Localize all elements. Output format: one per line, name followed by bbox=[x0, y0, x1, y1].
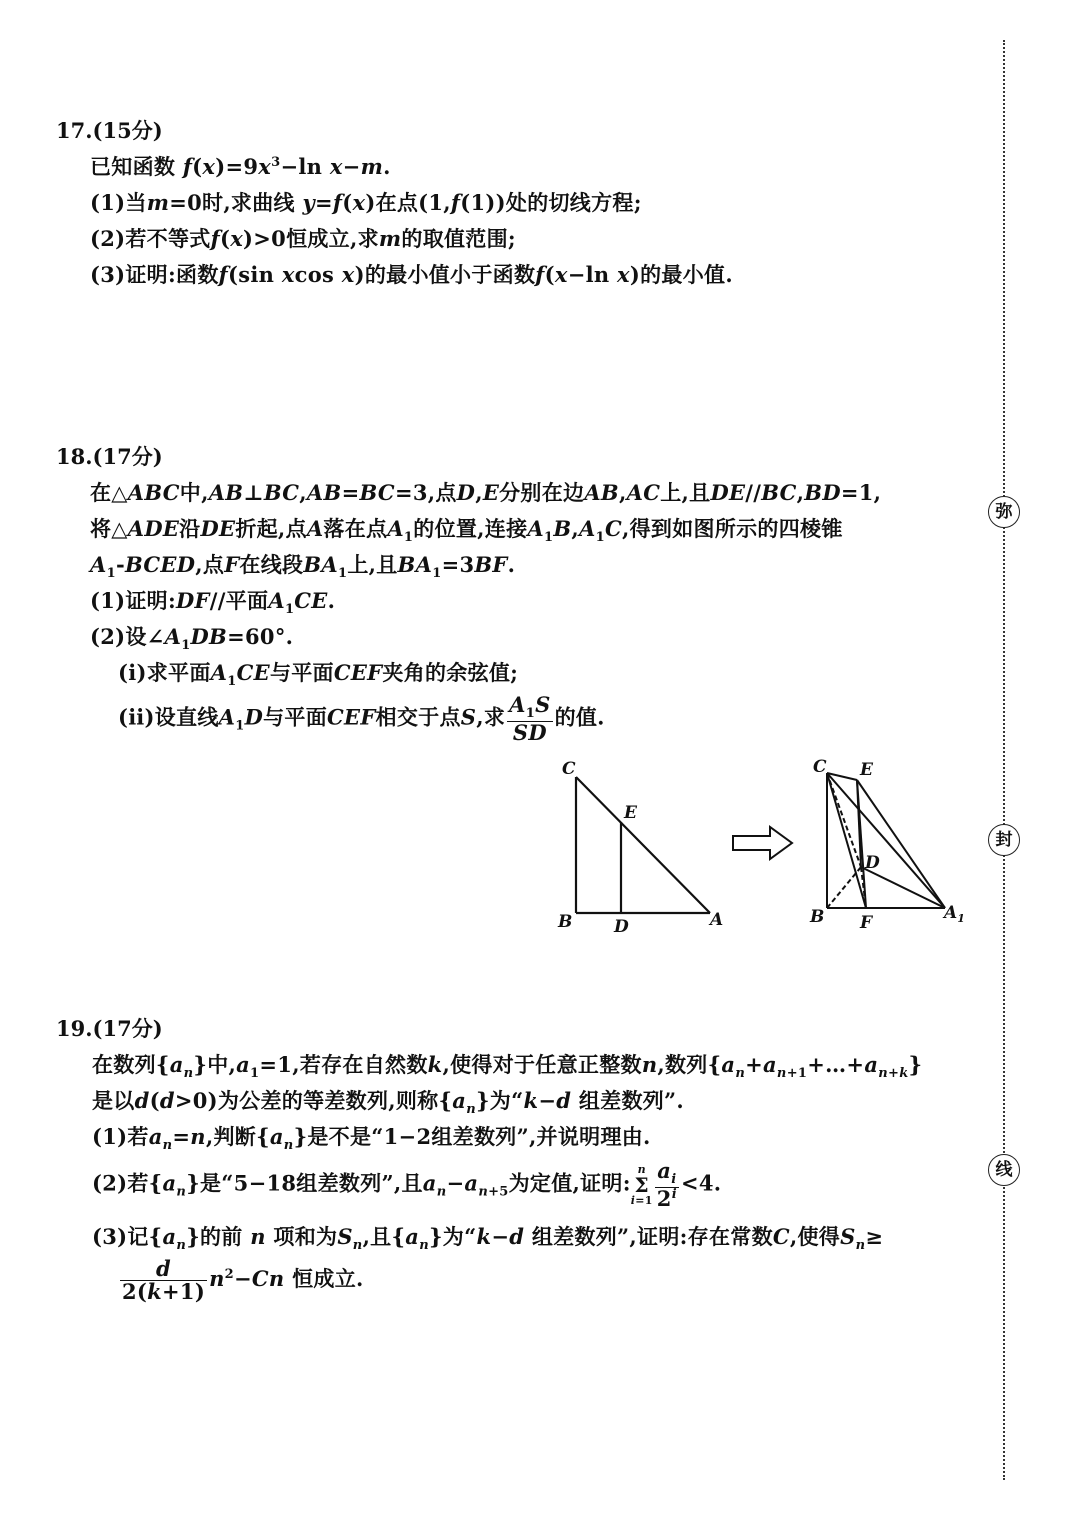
label-left-A: A bbox=[710, 910, 724, 930]
problem-17-heading: 17.(15分) bbox=[56, 118, 163, 143]
problem-19-part-1: (1)若$a_n=n$,判断$\{a_n\}$是不是“1−2组差数列”,并说明理由. bbox=[92, 1124, 651, 1154]
inequality-fraction: $\frac{d}{2(k+1)}$ bbox=[122, 1256, 206, 1305]
problem-19-stem-line-1: 在数列$\{a_n\}$中$,a_1=1$,若存在自然数k,使得对于任意正整数n,数列$\{a_n+a_{n+1}+\dots+a_{n+k}\}$ bbox=[92, 1052, 923, 1082]
problem-18-heading: 18.(17分) bbox=[56, 444, 163, 469]
problem-17-stem: 已知函数 $f(x)=9x^3-\ln$ x−m. bbox=[90, 154, 391, 179]
problem-18-part-2-ii: (ⅱ)设直线$A_1D$与平面CEF相交于点S,求 $\frac{A_1S}{SD}$ 的值. bbox=[118, 692, 605, 745]
problem-18-part-1: (1)证明:DF//平面$A_1CE$. bbox=[90, 588, 336, 618]
problem-19-heading: 19.(17分) bbox=[56, 1016, 163, 1041]
label-left-B: B bbox=[558, 912, 573, 932]
ratio-fraction: $\frac{A_1S}{SD}$ bbox=[509, 692, 551, 745]
problem-17-part-2: (2)若不等式f(x)>0恒成立,求m的取值范围; bbox=[90, 226, 516, 251]
summation-sign: n Σ i=1 bbox=[630, 1162, 653, 1207]
label-right-F: F bbox=[860, 913, 873, 933]
label-right-C: C bbox=[813, 757, 827, 777]
problem-17-part-1: (1)当m=0时,求曲线 y=f(x)在点(1,f(1))处的切线方程; bbox=[90, 190, 642, 215]
transform-arrow-icon bbox=[733, 827, 792, 859]
label-right-E: E bbox=[860, 760, 873, 780]
binding-dotted-line bbox=[1003, 40, 1005, 1480]
flat-triangle-diagram bbox=[576, 777, 710, 913]
pyramid-diagram bbox=[827, 773, 945, 908]
problem-19-part-2: (2)若$\{a_n\}$是“5−18组差数列”,且$a_n-a_{n+5}$为定值,证明: n Σ i=1 $\frac{a_i}{2^i}$ <4. bbox=[92, 1158, 722, 1211]
label-right-D: D bbox=[865, 853, 880, 873]
summation-fraction: $\frac{a_i}{2^i}$ bbox=[656, 1158, 677, 1211]
pyramid-figure bbox=[548, 755, 978, 945]
label-left-C: C bbox=[562, 759, 576, 779]
problem-18-stem-line-2: 将△ADE沿DE折起,点A落在点$A_1$的位置,连接$A_1B,A_1C$,得到如图所示的四棱锥 bbox=[90, 516, 843, 546]
problem-19-part-3: (3)记$\{a_n\}$的前 n 项和为$S_n$,且$\{a_n\}$为“k−d 组差数列”,证明:存在常数C,使得$S_n\ge$ bbox=[92, 1224, 884, 1254]
problem-18-stem-line-3: $A_1$-BCED,点F在线段$BA_1$上,且$BA_1=3BF$. bbox=[90, 552, 516, 582]
label-right-A1: $A_1$ bbox=[944, 903, 965, 925]
label-left-D: D bbox=[614, 917, 629, 937]
problem-18-part-2: (2)设$\angle A_1DB=60^\circ$. bbox=[90, 624, 294, 654]
label-right-B: B bbox=[810, 907, 825, 927]
binding-char-xian: 线 bbox=[988, 1154, 1020, 1186]
problem-19-part-3-cont: $\frac{d}{2(k+1)}$ $n^2-Cn$ 恒成立. bbox=[122, 1256, 364, 1305]
problem-17-part-3: (3)证明:函数f(sin xcos x)的最小值小于函数f(x−ln x)的最小值. bbox=[90, 262, 733, 287]
binding-char-feng: 封 bbox=[988, 824, 1020, 856]
problem-18-part-2-i: (ⅰ)求平面$A_1CE$与平面CEF夹角的余弦值; bbox=[118, 660, 519, 690]
label-left-E: E bbox=[624, 803, 637, 823]
problem-18-stem-line-1: 在△ABC中,AB⊥BC,AB=BC=3,点D,E分别在边AB,AC上,且DE//BC,BD=1, bbox=[90, 480, 882, 505]
problem-19-stem-line-2: 是以d(d>0)为公差的等差数列,则称$\{a_n\}$为“k−d 组差数列”. bbox=[92, 1088, 685, 1118]
binding-char-mi: 弥 bbox=[988, 496, 1020, 528]
